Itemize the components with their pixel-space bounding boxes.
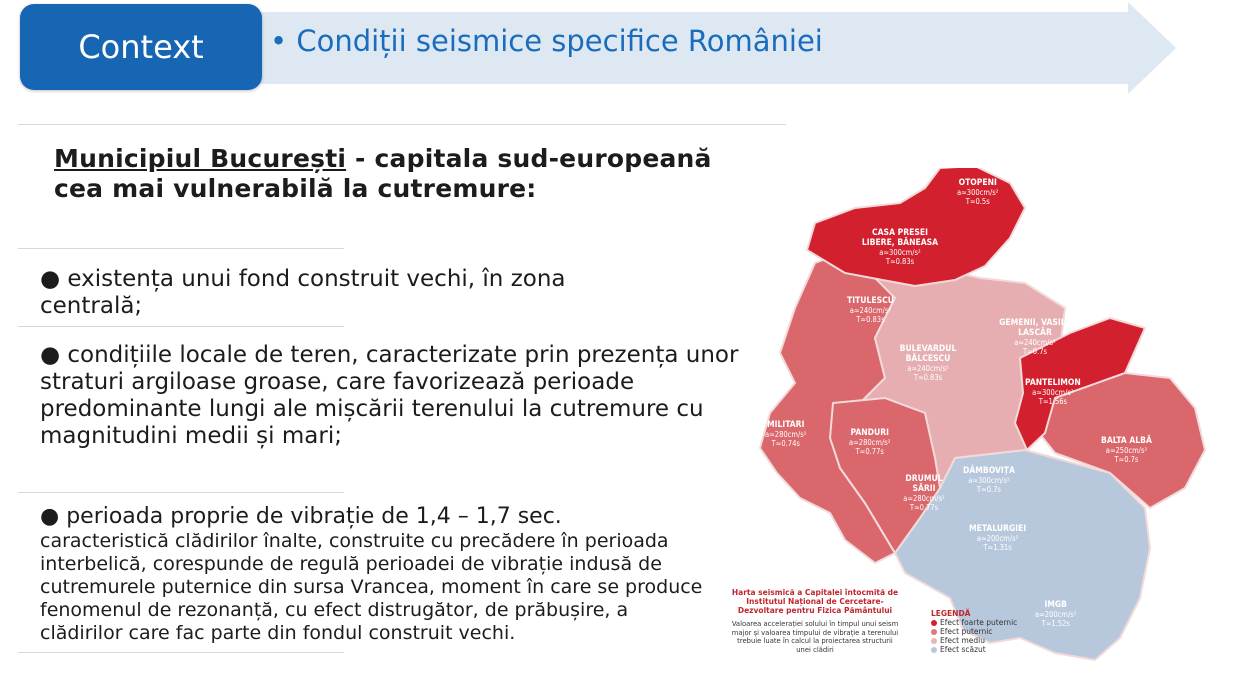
bullet-vibration-period: ● perioada proprie de vibrație de 1,4 – 1,7 sec. <box>40 504 562 529</box>
context-tab-label: Context <box>78 28 204 66</box>
map-caption-body: Valoarea accelerației solului în timpul unui seism major și valoarea timpului de vibrație a terenului trebuie luate în calcul la proiectarea structurii unei clădiri <box>731 620 899 654</box>
map-legend <box>931 609 1017 654</box>
zone-label-panduri: PANDURI a≈280cm/s² T≈0.77s <box>849 428 891 456</box>
context-tab <box>20 4 262 90</box>
legend-title: LEGENDĂ <box>931 609 971 618</box>
zone-label-metalurgiei: METALURGIEI a≈200cm/s² T≈1.31s <box>969 524 1027 552</box>
zone-label-pantelimon: PANTELIMON a≈300cm/s² T≈1.56s <box>1025 378 1081 406</box>
legend-item: Efect scăzut <box>931 645 1017 654</box>
zone-label-balcescu: BULEVARDUL BĂLCESCU a≈240cm/s² T≈0.83s <box>899 344 957 382</box>
map-caption-title: Harta seismică a Capitalei întocmită de Institutul Național de Cercetare-Dezvoltare pentru Fizica Pământului <box>731 588 899 615</box>
heading-rest: - capitala sud-europeană cea mai vulnerabilă la cutremure: <box>54 144 712 203</box>
zone-label-casa-presei: CASA PRESEI LIBERE, BĂNEASA a≈300cm/s² T≈0.83s <box>861 228 939 266</box>
bullet-soil-conditions: ● condițiile locale de teren, caracterizate prin prezența unor straturi argiloase groase, care favorizează perioade predominante lungi ale mișcării terenului la cutremure cu magnitudini medii și mari; <box>40 342 739 449</box>
zone-label-imgb: IMGB a≈200cm/s² T≈1.52s <box>1035 600 1077 628</box>
zone-label-otopeni: OTOPENI a≈300cm/s² T≈0.5s <box>957 178 999 206</box>
vibration-period-detail: caracteristică clădirilor înalte, construite cu precădere în perioada interbelică, corespunde de regulă perioadei de vibrație indusă de cutremurele puternice din sursa Vrancea, moment în care se produce fenomenul de rezonanță, cu efect distrugător, de prăbușire, a clădirilor care fac parte din fondul construit vechi. <box>40 530 703 644</box>
zone-label-gemenii: GEMENII, VASILE LASCĂR a≈240cm/s² T≈0.7s <box>999 318 1071 356</box>
zone-label-dambovita: DÂMBOVIȚA a≈300cm/s² T≈0.7s <box>963 466 1015 494</box>
divider-2 <box>18 326 344 327</box>
zone-label-titulescu: TITULESCU a≈240cm/s² T≈0.83s <box>847 296 894 324</box>
legend-dot <box>931 620 937 626</box>
divider-1 <box>18 248 344 249</box>
slide-title: • Condiții seismice specifice României <box>270 24 823 58</box>
zone-label-balta-alba: BALTA ALBĂ a≈250cm/s² T≈0.7s <box>1101 436 1152 464</box>
bullet-old-buildings: ● existența unui fond construit vechi, în zona centrală; <box>40 266 566 319</box>
legend-item: Efect mediu <box>931 636 1017 645</box>
legend-item: Efect foarte puternic <box>931 618 1017 627</box>
section-heading <box>54 144 744 204</box>
legend-item: Efect puternic <box>931 627 1017 636</box>
legend-dot <box>931 629 937 635</box>
zone-label-militari: MILITARI a≈280cm/s² T≈0.74s <box>765 420 807 448</box>
legend-dot <box>931 647 937 653</box>
divider-top <box>18 124 786 125</box>
seismic-map <box>725 168 1225 668</box>
legend-dot <box>931 638 937 644</box>
divider-3 <box>18 492 344 493</box>
zone-label-drumul-sarii: DRUMUL SĂRII a≈280cm/s² T≈0.77s <box>903 474 945 512</box>
divider-4 <box>18 652 344 653</box>
heading-city: Municipiul București <box>54 144 347 173</box>
